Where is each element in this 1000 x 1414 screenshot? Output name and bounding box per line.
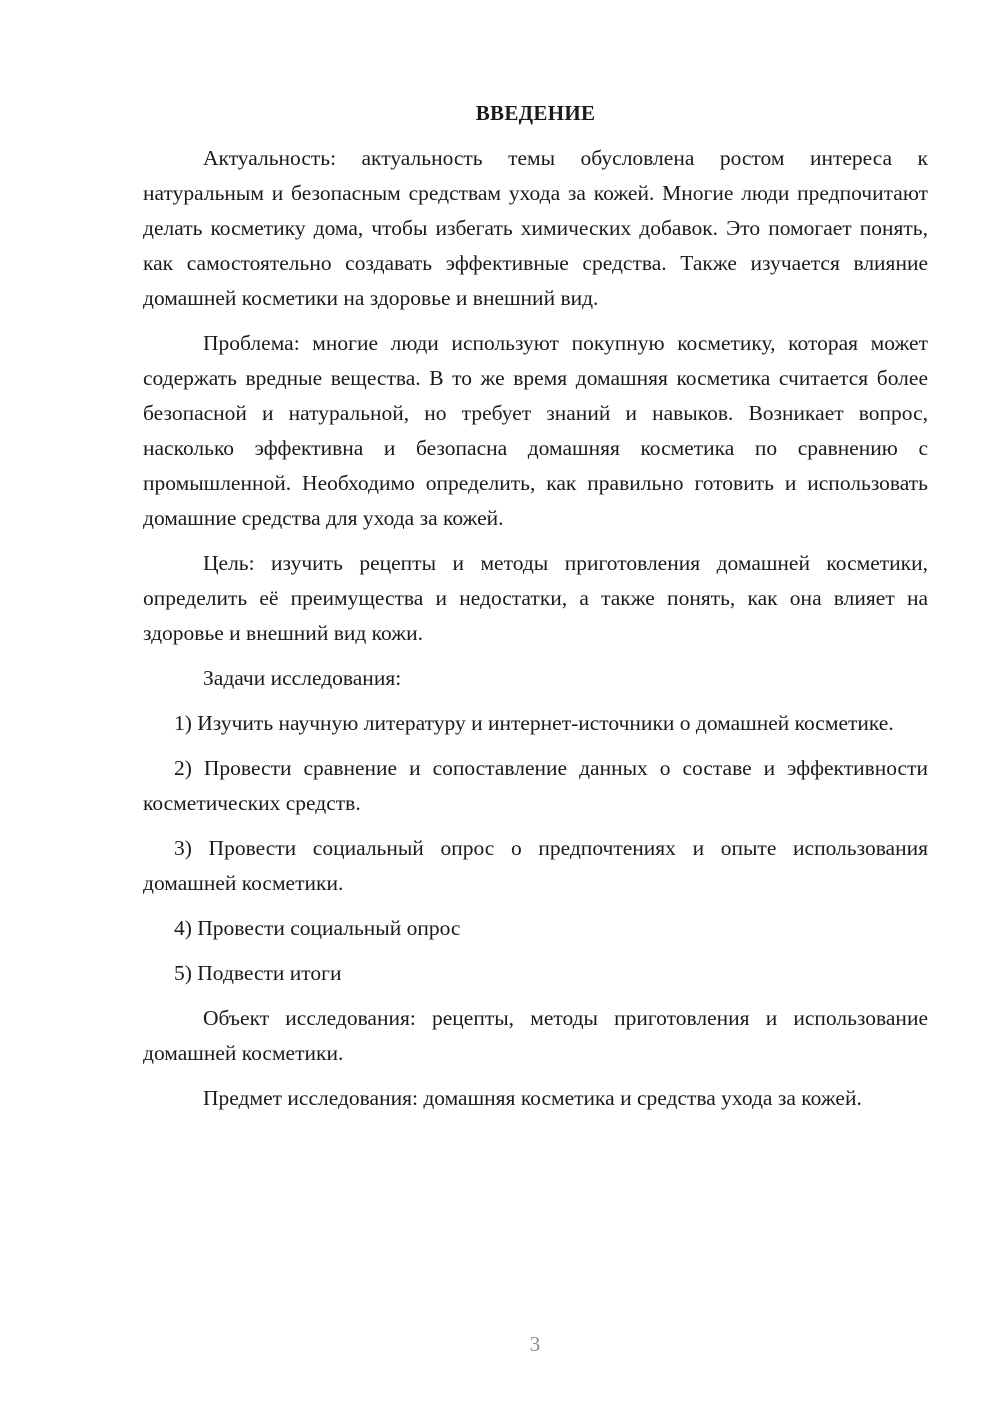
tasks-heading: Задачи исследования:	[203, 666, 402, 690]
task-item: 3) Провести социальный опрос о предпочтениях и опыте использования домашней косметики.	[143, 836, 928, 895]
document-body	[143, 96, 928, 1126]
task-item: 2) Провести сравнение и сопоставление данных о составе и эффективности косметических средств.	[143, 756, 928, 815]
relevance-paragraph: Актуальность: актуальность темы обусловлена ростом интереса к натуральным и безопасным средствам ухода за кожей. Многие люди предпочитают делать косметику дома, чтобы избегать химических добавок. Это помогает понять, как самостоятельно создавать эффективные средства. Также изучается влияние домашней косметики на здоровье и внешний вид.	[143, 146, 928, 310]
task-item: 4) Провести социальный опрос	[174, 916, 461, 940]
task-item: 5) Подвести итоги	[174, 961, 342, 985]
task-item: 1) Изучить научную литературу и интернет-источники о домашней косметике.	[174, 711, 894, 735]
page-number: 3	[529, 1332, 541, 1356]
section-title: ВВЕДЕНИЕ	[475, 101, 596, 125]
subject-paragraph: Предмет исследования: домашняя косметика и средства ухода за кожей.	[203, 1086, 862, 1110]
goal-paragraph: Цель: изучить рецепты и методы приготовления домашней косметики, определить её преимущества и недостатки, а также понять, как она влияет на здоровье и внешний вид кожи.	[143, 551, 928, 645]
problem-paragraph: Проблема: многие люди используют покупную косметику, которая может содержать вредные вещества. В то же время домашняя косметика считается более безопасной и натуральной, но требует знаний и навыков. Возникает вопрос, насколько эффективна и безопасна домашняя косметика по сравнению с промышленной. Необходимо определить, как правильно готовить и использовать домашние средства для ухода за кожей.	[143, 331, 928, 530]
object-paragraph: Объект исследования: рецепты, методы приготовления и использование домашней косметики.	[143, 1006, 928, 1065]
